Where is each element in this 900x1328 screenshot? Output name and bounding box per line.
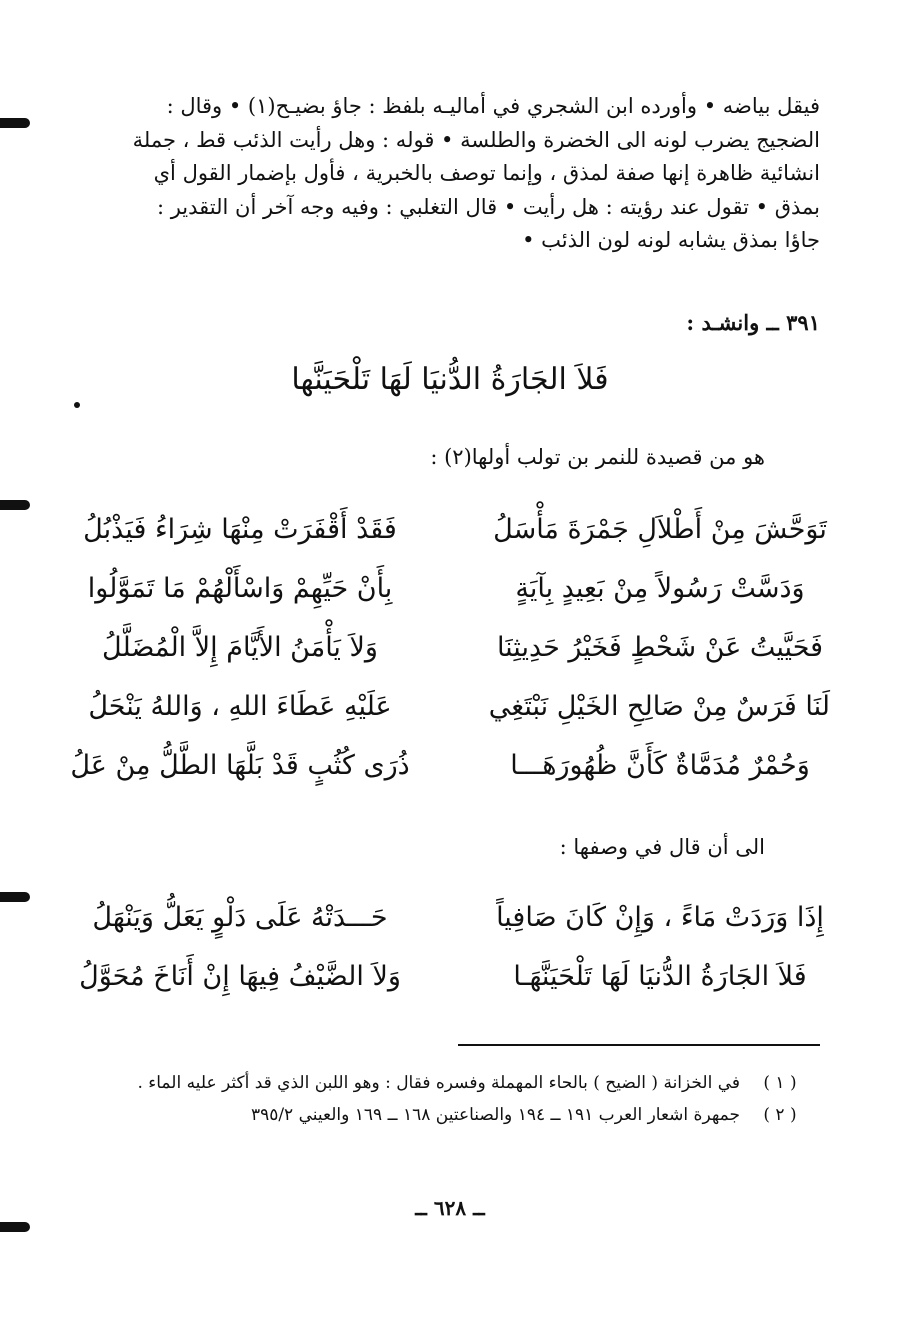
verse-line xyxy=(70,947,830,1006)
poem-block xyxy=(70,500,830,795)
verse-line xyxy=(70,618,830,677)
transition-line: الى أن قال في وصفها : xyxy=(559,835,765,859)
hemistich-first: وَدَسَّتْ رَسُولاً مِنْ بَعِيدٍ بِآيَةٍ xyxy=(515,573,805,604)
verse-line xyxy=(70,500,830,559)
entry-heading: ٣٩١ ــ وانشـد : xyxy=(686,310,820,335)
footnote-divider xyxy=(458,1044,820,1046)
footnote-text: جمهرة اشعار العرب ١٩١ ــ ١٩٤ والصناعتين ١٦٨ ــ ١٦٩ والعيني ٣٩٥/٢ xyxy=(250,1105,740,1125)
prose-line: بمذق • تقول عند رؤيته : هل رأيت • قال التغلبي : وفيه وجه آخر أن التقدير : xyxy=(156,194,820,219)
hemistich-first: إِذَا وَرَدَتْ مَاءً ، وَإِنْ كَانَ صَافِياً xyxy=(496,902,824,933)
footnotes xyxy=(70,1072,820,1136)
hemistich-second: وَلاَ الضَّيْفُ فِيهَا إِنْ أَنَاخَ مُحَوَّلُ xyxy=(79,961,401,992)
quoted-hemistich: فَلاَ الجَارَةُ الدُّنيَا لَهَا تَلْحَيَنَّها xyxy=(291,362,609,397)
hemistich-second: وَلاَ يَأْمَنُ الأَيَّامَ إِلاَّ الْمُضَلَّلُ xyxy=(102,632,378,663)
footnote-text: في الخزانة ( الضيح ) بالحاء المهملة وفسره فقال : وهو اللبن الذي قد أكثر عليه الماء . xyxy=(137,1073,740,1093)
footnote-number: ( ٢ ) xyxy=(763,1105,797,1125)
verse-line xyxy=(70,888,830,947)
hemistich-second: فَقَدْ أَقْفَرَتْ مِنْهَا شِرَاءُ فَيَذْبُلُ xyxy=(83,514,397,545)
ink-dot xyxy=(74,402,80,408)
verse-line xyxy=(70,736,830,795)
commentary-paragraph xyxy=(70,90,820,258)
poem-block-continued xyxy=(70,888,830,1006)
hemistich-second: بِأَنْ حَيِّهِمْ وَاسْأَلْهُمْ مَا تَمَوَّلُوا xyxy=(87,573,393,604)
prose-line: الضجيج يضرب لونه الى الخضرة والطلسة • قوله : وهل رأيت الذئب قط ، جملة xyxy=(132,127,820,152)
margin-mark xyxy=(0,892,30,902)
footnote xyxy=(70,1104,820,1126)
margin-mark xyxy=(0,1222,30,1232)
hemistich-second: حَـــدَتْهُ عَلَى دَلْوٍ يَعَلُّ وَيَنْهَلُ xyxy=(92,902,388,933)
hemistich-first: فَلاَ الجَارَةُ الدُّنيَا لَهَا تَلْحَيَنَّهَـا xyxy=(513,961,807,992)
margin-mark xyxy=(0,500,30,510)
hemistich-first: تَوَحَّشَ مِنْ أَطْلاَلِ جَمْرَةَ مَأْسَلُ xyxy=(493,514,827,545)
verse-line xyxy=(70,677,830,736)
prose-line: جاؤا بمذق يشابه لونه لون الذئب • xyxy=(522,228,820,252)
hemistich-first: لَنَا فَرَسٌ مِنْ صَالِحِ الخَيْلِ نَبْتَغِي xyxy=(488,691,830,722)
hemistich-second: ذُرَى كُثُبٍ قَدْ بَلَّهَا الطَّلُّ مِنْ عَلُ xyxy=(70,750,410,781)
verse-line xyxy=(70,559,830,618)
prose-line: فيقل بياضه • وأورده ابن الشجري في أماليـه بلفظ : جاؤ بضيـح(١) • وقال : xyxy=(166,94,820,118)
prose-line: انشائية ظاهرة إنها صفة لمذق ، وإنما توصف بالخبرية ، فأول بإضمار القول أي xyxy=(153,161,820,185)
hemistich-first: فَحَيَّيتُ عَنْ شَحْطٍ فَخَيْرُ حَدِيثِنَا xyxy=(496,632,824,663)
margin-mark xyxy=(0,118,30,128)
footnote-number: ( ١ ) xyxy=(763,1073,797,1093)
hemistich-first: وَحُمْرٌ مُدَمَّاةٌ كَأَنَّ ظُهُورَهَـــا xyxy=(510,750,810,781)
poem-intro: هو من قصيدة للنمر بن تولب أولها(٢) : xyxy=(430,445,765,469)
footnote xyxy=(70,1072,820,1094)
hemistich-second: عَلَيْهِ عَطَاءَ اللهِ ، وَاللهُ يَنْحَلُ xyxy=(88,691,392,722)
page-number: ــ ٦٢٨ ــ xyxy=(415,1196,485,1220)
